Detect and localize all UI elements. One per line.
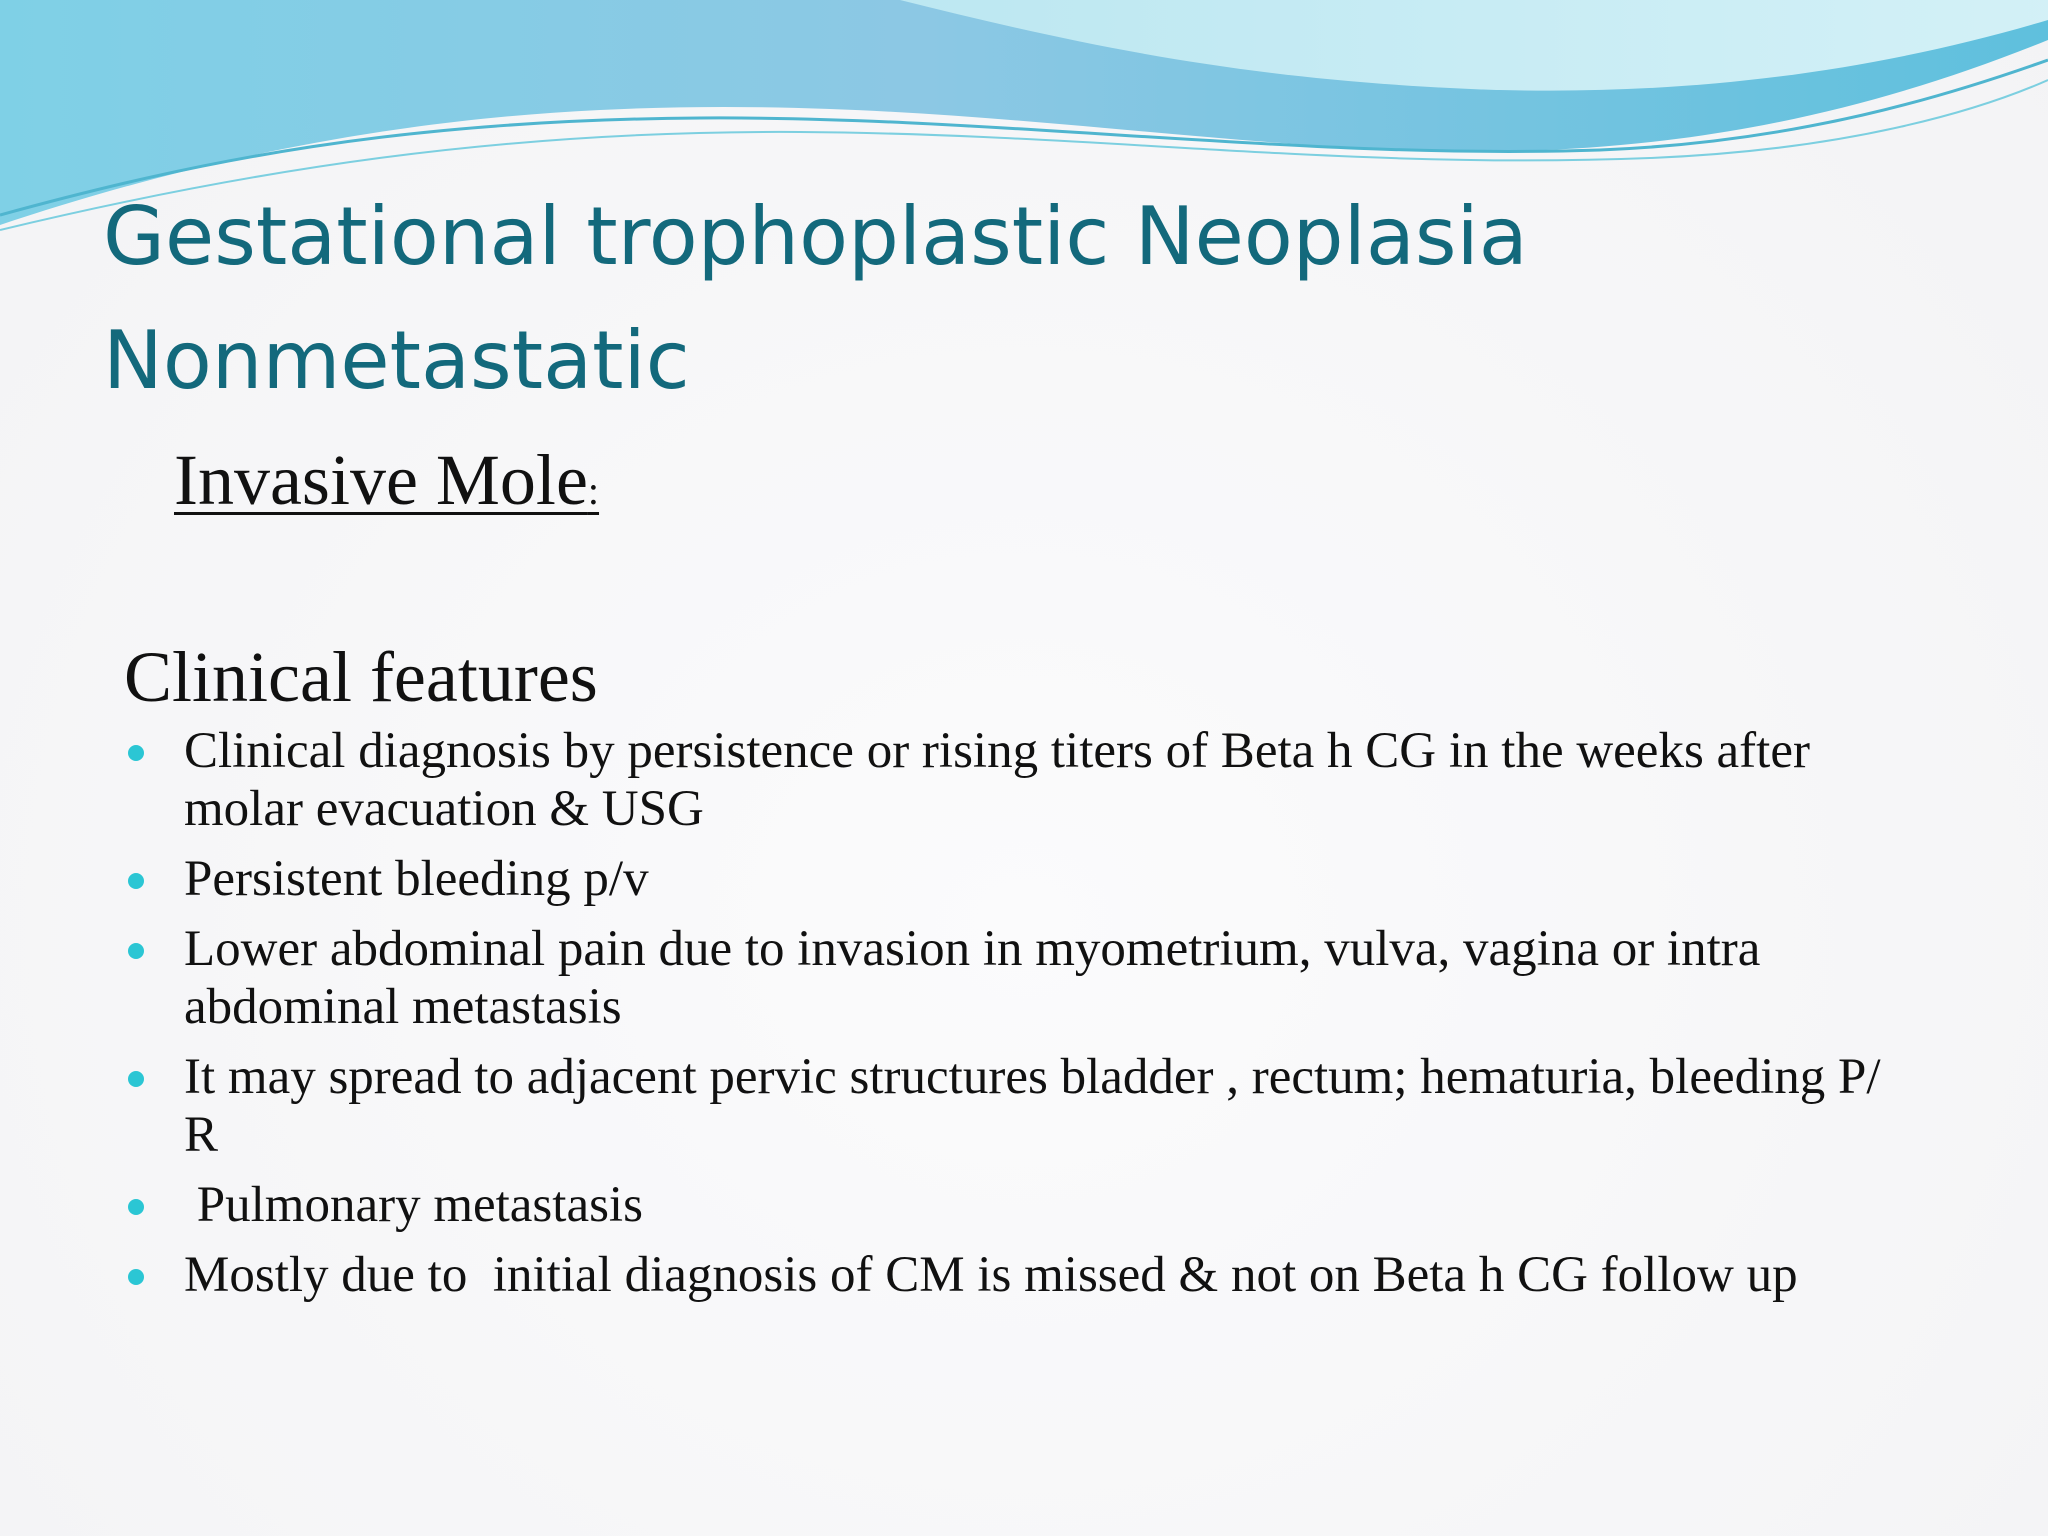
- bullet-dot-icon: [128, 1071, 144, 1087]
- list-item: [124, 850, 1914, 908]
- bullet-dot-icon: [128, 943, 144, 959]
- subtitle-invasive-mole: [174, 432, 599, 539]
- list-item: [124, 920, 1914, 1036]
- section-heading: Clinical features: [124, 637, 598, 717]
- subtitle-colon: :: [587, 468, 600, 513]
- bullet-text: Lower abdominal pain due to invasion in myometrium, vulva, vagina or intra abdominal metastasis: [184, 921, 1761, 1035]
- bullet-dot-icon: [128, 1269, 144, 1285]
- bullet-dot-icon: [128, 873, 144, 889]
- list-item: [124, 1176, 1914, 1234]
- bullet-dot-icon: [128, 745, 144, 761]
- list-item: [124, 1246, 1914, 1304]
- bullet-text: Clinical diagnosis by persistence or rising titers of Beta h CG in the weeks after molar evacuation & USG: [184, 723, 1810, 837]
- bullet-text: Persistent bleeding p/v: [184, 851, 649, 907]
- list-item: [124, 1048, 1914, 1164]
- bullet-text: Pulmonary metastasis: [184, 1177, 643, 1233]
- slide-title: [103, 175, 1953, 423]
- list-item: [124, 722, 1914, 838]
- title-line-2: Nonmetastatic: [103, 314, 690, 407]
- bullet-dot-icon: [128, 1199, 144, 1215]
- bullet-text: Mostly due to initial diagnosis of CM is missed & not on Beta h CG follow up: [184, 1247, 1798, 1303]
- title-line-1: Gestational trophoplastic Neoplasia: [103, 190, 1528, 283]
- subtitle-text: Invasive Mole: [174, 440, 588, 520]
- bullet-list: [124, 722, 1914, 1316]
- bullet-text: It may spread to adjacent pervic structures bladder , rectum; hematuria, bleeding P/ R: [184, 1049, 1881, 1163]
